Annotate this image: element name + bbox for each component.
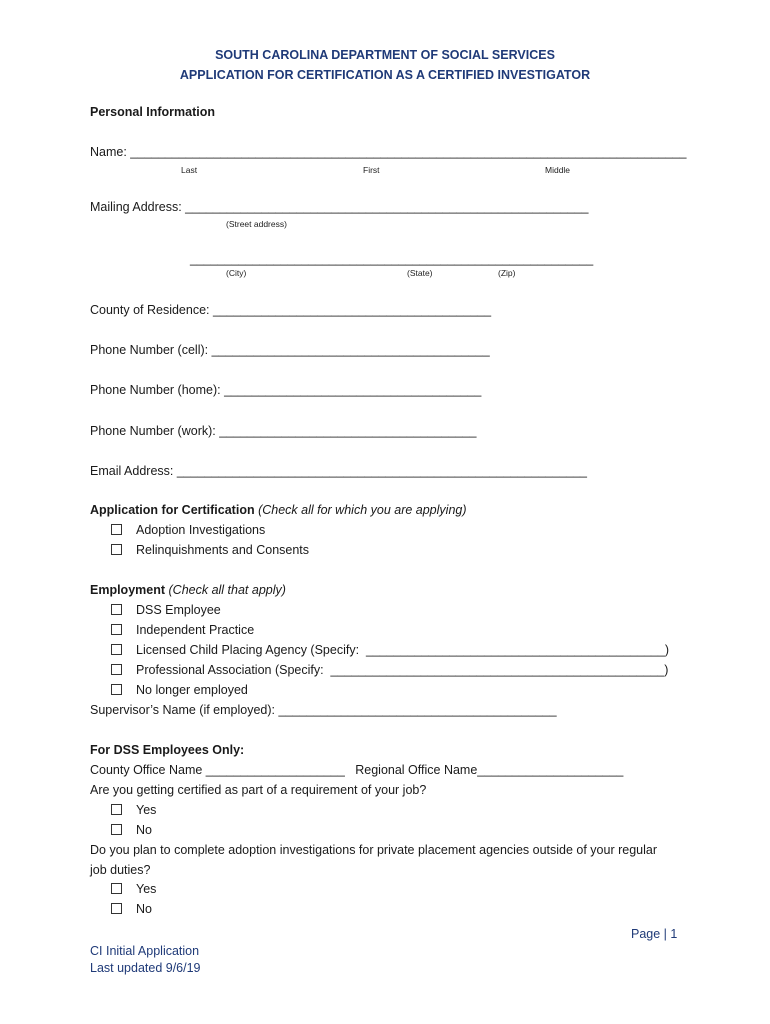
- checkbox-icon[interactable]: [111, 524, 122, 535]
- checkbox-icon[interactable]: [111, 664, 122, 675]
- name-first-label: First: [363, 165, 380, 175]
- option-label: Yes: [136, 803, 157, 817]
- option-label: Relinquishments and Consents: [136, 543, 310, 557]
- checkbox-icon[interactable]: [111, 544, 122, 555]
- county-of-residence-field[interactable]: County of Residence: ________________________________________: [90, 303, 492, 317]
- employment-heading-note: (Check all that apply): [168, 583, 286, 597]
- option-label: No: [136, 823, 152, 837]
- certification-heading-note: (Check all for which you are applying): [258, 503, 467, 517]
- office-name-fields[interactable]: County Office Name ____________________ Regional Office Name_____________________: [90, 763, 624, 777]
- street-address-label: (Street address): [226, 219, 287, 229]
- checkbox-icon[interactable]: [111, 604, 122, 615]
- q2-option-yes[interactable]: [111, 882, 156, 896]
- option-label: Yes: [136, 882, 157, 896]
- supervisor-name-field[interactable]: Supervisor’s Name (if employed): ________________________________________: [90, 703, 557, 717]
- option-relinquishments-consents[interactable]: [111, 543, 309, 557]
- phone-work-field[interactable]: Phone Number (work): _____________________________________: [90, 424, 477, 438]
- option-label: Independent Practice: [136, 623, 255, 637]
- footer-last-updated: Last updated 9/6/19: [90, 961, 201, 975]
- checkbox-icon[interactable]: [111, 644, 122, 655]
- city-label: (City): [226, 268, 247, 278]
- employment-heading-label: Employment: [90, 583, 166, 597]
- private-placement-question-line1: Do you plan to complete adoption investigations for private placement agencies outside of your regular: [90, 843, 658, 857]
- name-field[interactable]: Name: ________________________________________________________________________________: [90, 145, 687, 159]
- checkbox-icon[interactable]: [111, 624, 122, 635]
- phone-cell-field[interactable]: Phone Number (cell): ________________________________________: [90, 343, 490, 357]
- phone-home-field[interactable]: Phone Number (home): _____________________________________: [90, 383, 482, 397]
- checkbox-icon[interactable]: [111, 804, 122, 815]
- zip-label: (Zip): [498, 268, 516, 278]
- email-address-field[interactable]: Email Address: ___________________________________________________________: [90, 464, 588, 478]
- certification-heading: [90, 503, 467, 517]
- option-label: Professional Association (Specify: ________________________________________________): [136, 663, 669, 677]
- option-label: Adoption Investigations: [136, 523, 266, 537]
- form-agency-title: SOUTH CAROLINA DEPARTMENT OF SOCIAL SERVICES: [215, 48, 555, 62]
- personal-info-heading: Personal Information: [90, 105, 216, 119]
- checkbox-icon[interactable]: [111, 684, 122, 695]
- form-title: APPLICATION FOR CERTIFICATION AS A CERTIFIED INVESTIGATOR: [179, 68, 591, 82]
- option-label: No longer employed: [136, 683, 248, 697]
- option-label: DSS Employee: [136, 603, 221, 617]
- option-no-longer-employed[interactable]: [111, 683, 248, 697]
- mailing-address-field[interactable]: Mailing Address: __________________________________________________________: [90, 200, 589, 214]
- checkbox-icon[interactable]: [111, 824, 122, 835]
- q2-option-no[interactable]: [111, 902, 152, 916]
- option-professional-association[interactable]: [111, 663, 668, 677]
- job-requirement-question: Are you getting certified as part of a requirement of your job?: [90, 783, 427, 797]
- option-label: No: [136, 902, 152, 916]
- option-licensed-child-placing-agency[interactable]: [111, 643, 669, 657]
- employment-heading: [90, 583, 286, 597]
- checkbox-icon[interactable]: [111, 883, 122, 894]
- name-last-label: Last: [181, 165, 198, 175]
- option-independent-practice[interactable]: [111, 623, 254, 637]
- option-dss-employee[interactable]: [111, 603, 221, 617]
- option-label: Licensed Child Placing Agency (Specify: ___________________________________________): [136, 643, 670, 657]
- city-state-zip-field[interactable]: __________________________________________________________: [190, 252, 594, 266]
- footer-doc-name: CI Initial Application: [90, 944, 200, 958]
- option-adoption-investigations[interactable]: [111, 523, 265, 537]
- private-placement-question-line2: job duties?: [90, 863, 151, 877]
- certification-heading-label: Application for Certification: [90, 503, 255, 517]
- q1-option-yes[interactable]: [111, 803, 156, 817]
- name-middle-label: Middle: [545, 165, 571, 175]
- page-number: Page | 1: [631, 927, 678, 941]
- q1-option-no[interactable]: [111, 823, 152, 837]
- checkbox-icon[interactable]: [111, 903, 122, 914]
- dss-employees-heading: For DSS Employees Only:: [90, 743, 245, 757]
- state-label: (State): [407, 268, 433, 278]
